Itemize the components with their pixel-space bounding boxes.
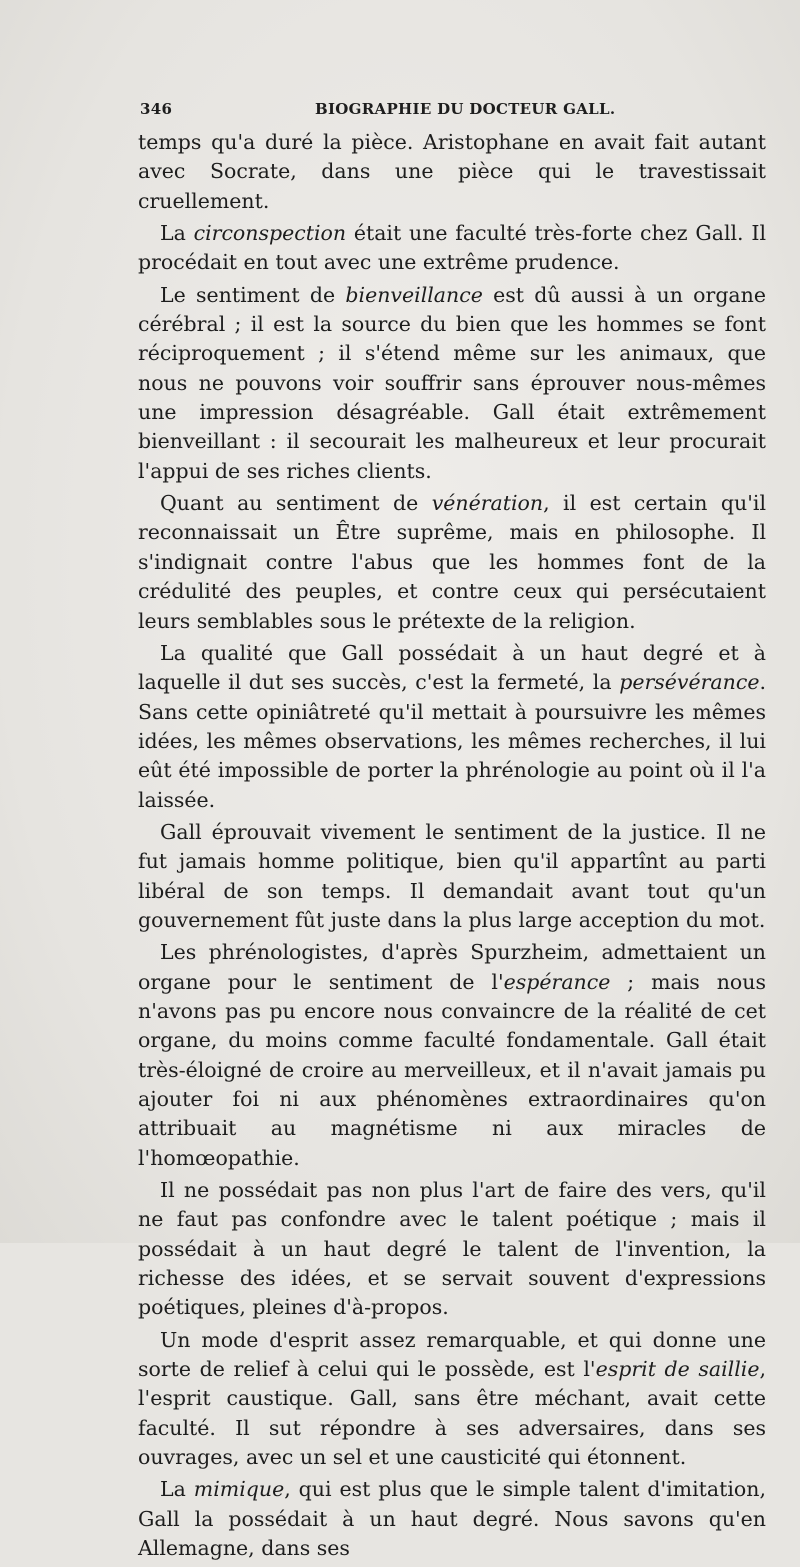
italic-term: espérance <box>503 969 611 994</box>
body-text <box>138 128 766 1567</box>
italic-term: mimique <box>193 1477 285 1502</box>
paragraph: La mimique, qui est plus que le simple talent d'imitation, Gall la possédait à un haut degré. Nous savons qu'en Allemagne, dans ses <box>138 1477 766 1561</box>
italic-term: bienveillance <box>345 282 483 307</box>
paragraph: Les phrénologistes, d'après Spurzheim, admettaient un organe pour le sentiment de l'espérance ; mais nous n'avons pas pu encore nous convaincre de la réalité de cet organe, du moins comme faculté fondamentale. Gall était très-éloigné de croire au merveilleux, et il n'avait jamais pu ajouter foi ni aux phénomènes extraordinaires qu'on attribuait au magnétisme ni aux miracles de l'homœopathie. <box>138 940 766 1170</box>
paragraph: temps qu'a duré la pièce. Aristophane en avait fait autant avec Socrate, dans une pièce qui le travestissait cruellement. <box>138 130 766 213</box>
paragraph: Il ne possédait pas non plus l'art de faire des vers, qu'il ne faut pas confondre avec le talent poétique ; mais il possédait à un haut degré le talent de l'invention, la richesse des idées, et se servait souvent d'expressions poétiques, pleines d'à-propos. <box>138 1178 766 1320</box>
paragraph: La circonspection était une faculté très-forte chez Gall. Il procédait en tout avec une extrême prudence. <box>138 221 766 275</box>
paragraph: La qualité que Gall possédait à un haut degré et à laquelle il dut ses succès, c'est la fermeté, la persévérance. Sans cette opiniâtreté qu'il mettait à poursuivre les mêmes idées, les mêmes observations, les mêmes recherches, il lui eût été impossible de porter la phrénologie au point où il l'a laissée. <box>138 640 766 812</box>
italic-term: esprit de saillie <box>595 1357 760 1382</box>
paragraph: Gall éprouvait vivement le sentiment de la justice. Il ne fut jamais homme politique, bien qu'il appartînt au parti libéral de son temps. Il demandait avant tout qu'un gouvernement fût juste dans la plus large acception du mot. <box>138 819 766 932</box>
italic-term: persévérance <box>619 670 760 695</box>
italic-term: vénération <box>431 491 544 516</box>
running-title: BIOGRAPHIE DU DOCTEUR GALL. <box>315 100 616 118</box>
paragraph: Quant au sentiment de vénération, il est certain qu'il reconnaissait un Être suprême, mais en philosophe. Il s'indignait contre l'abus que les hommes font de la crédulité des peuples, et contre ceux qui persécutaient leurs semblables sous le prétexte de la religion. <box>138 491 767 633</box>
page-number: 346 <box>140 100 173 118</box>
paragraph: Le sentiment de bienveillance est dû aussi à un organe cérébral ; il est la source du bien que les hommes se font réciproquement ; il s'étend même sur les animaux, que nous ne pouvons voir souffrir sans éprouver nous-mêmes une impression désagréable. Gall était extrêmement bienveillant : il secourait les malheureux et leur procurait l'appui de ses riches clients. <box>138 282 766 483</box>
paragraph: Un mode d'esprit assez remarquable, et qui donne une sorte de relief à celui qui le possède, est l'esprit de saillie, l'esprit caustique. Gall, sans être méchant, avait cette faculté. Il sut répondre à ses adversaires, dans ses ouvrages, avec un sel et une causticité qui étonnent. <box>138 1327 766 1470</box>
italic-term: circonspection <box>193 221 347 246</box>
